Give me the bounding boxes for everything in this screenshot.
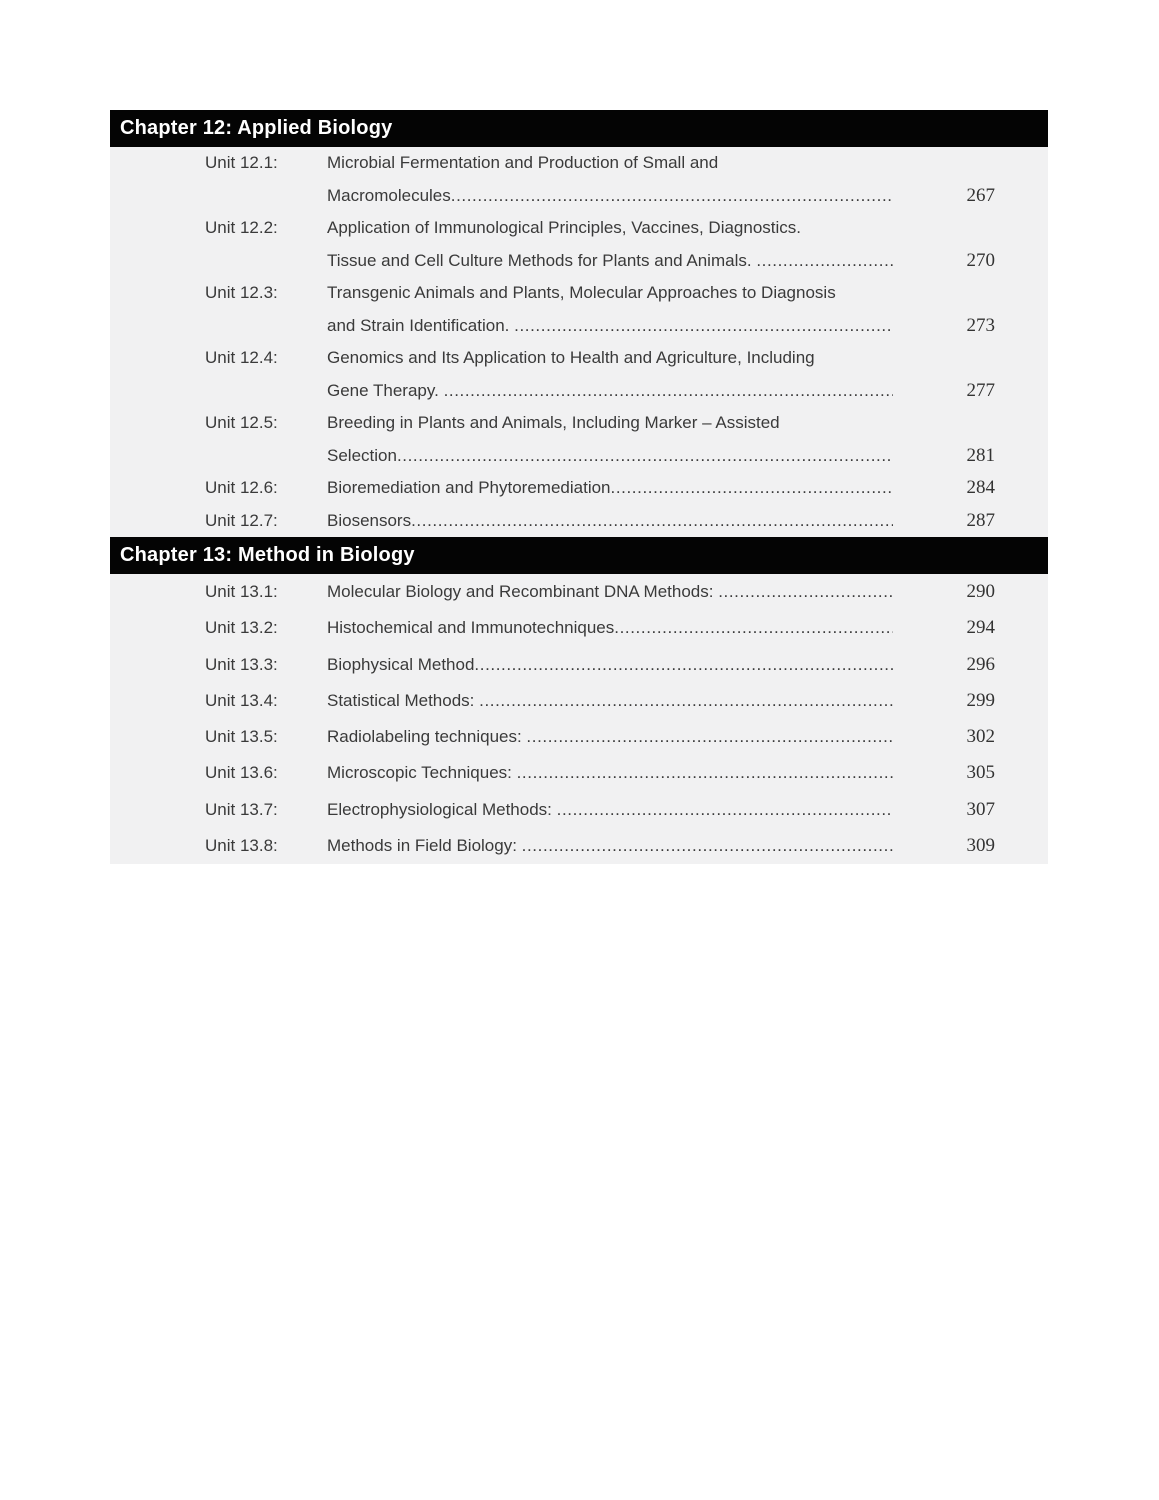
dot-leader [526, 719, 893, 755]
dot-leader [451, 180, 893, 213]
entry-title: Microbial Fermentation and Production of Small and [327, 153, 719, 172]
toc-entry-13-3 [205, 647, 1048, 683]
dot-leader [614, 610, 893, 646]
unit-label: Unit 13.2: [205, 618, 278, 638]
toc-entry-12-6 [205, 472, 1048, 505]
entry-title: Radiolabeling techniques: [327, 727, 527, 747]
toc-entry-13-7 [205, 792, 1048, 828]
unit-label: Unit 12.1: [205, 153, 278, 172]
unit-label: Unit 13.1: [205, 582, 278, 601]
dot-leader [718, 574, 893, 610]
page-number: 294 [966, 617, 995, 639]
dot-leader [756, 245, 893, 278]
toc-entry-13-2 [205, 610, 1048, 646]
toc-entry-12-4 [205, 342, 1048, 407]
entry-title-cont: Gene Therapy. [327, 380, 444, 400]
unit-label: Unit 12.6: [205, 478, 278, 497]
toc-entry-13-8 [205, 828, 1048, 864]
chapter-12-header: Chapter 12: Applied Biology [110, 110, 1048, 147]
unit-label: Unit 13.6: [205, 763, 278, 783]
entry-title-cont: Selection [327, 445, 397, 465]
dot-leader [557, 792, 893, 828]
page-number: 302 [966, 726, 995, 748]
page-number: 290 [966, 581, 995, 602]
entry-title: Electrophysiological Methods: [327, 799, 557, 819]
entry-title: Histochemical and Immunotechniques [327, 618, 615, 638]
page-number: 277 [966, 379, 995, 401]
dot-leader [517, 755, 893, 791]
dot-leader [522, 828, 893, 864]
page-number: 309 [966, 835, 995, 857]
unit-label: Unit 13.8: [205, 836, 278, 856]
page-number: 287 [966, 509, 995, 531]
entry-title: Methods in Field Biology: [327, 836, 522, 856]
entry-title: Biosensors [327, 510, 412, 530]
dot-leader [474, 647, 893, 683]
page-number: 267 [966, 184, 995, 206]
page-number: 296 [966, 653, 995, 675]
page-number: 284 [966, 477, 995, 498]
page-number: 270 [966, 249, 995, 271]
unit-label: Unit 13.7: [205, 799, 278, 819]
entry-title: Genomics and Its Application to Health and Agriculture, Including [327, 348, 815, 367]
toc-panel [110, 110, 1048, 864]
toc-entry-13-4 [205, 683, 1048, 719]
unit-label: Unit 13.5: [205, 727, 278, 747]
page-number: 305 [966, 762, 995, 784]
entry-title: Statistical Methods: [327, 690, 480, 710]
toc-entry-13-1 [205, 574, 1048, 610]
unit-label: Unit 13.4: [205, 690, 278, 710]
toc-entry-12-5 [205, 407, 1048, 472]
unit-label: Unit 12.3: [205, 283, 278, 302]
unit-label: Unit 12.4: [205, 348, 278, 367]
entry-title-cont: Macromolecules [327, 185, 451, 205]
dot-leader [397, 440, 893, 473]
page-number: 307 [966, 798, 995, 820]
toc-entry-12-1 [205, 147, 1048, 212]
unit-label: Unit 12.7: [205, 510, 278, 530]
chapter-13-header: Chapter 13: Method in Biology [110, 537, 1048, 574]
page-number: 299 [966, 689, 995, 711]
chapter-13-entries [110, 574, 1048, 864]
entry-title: Bioremediation and Phytoremediation [327, 478, 611, 497]
chapter-12-entries [110, 147, 1048, 537]
dot-leader [514, 310, 893, 343]
toc-entry-13-6 [205, 755, 1048, 791]
entry-title-cont: Tissue and Cell Culture Methods for Plants and Animals. [327, 250, 757, 270]
entry-title: Biophysical Method [327, 654, 475, 674]
toc-entry-13-5 [205, 719, 1048, 755]
entry-title: Molecular Biology and Recombinant DNA Methods: [327, 582, 719, 601]
toc-entry-12-7 [205, 505, 1048, 538]
toc-entry-12-3 [205, 277, 1048, 342]
dot-leader [611, 472, 893, 505]
entry-title: Breeding in Plants and Animals, Including Marker – Assisted [327, 413, 780, 432]
page-number: 281 [966, 444, 995, 466]
dot-leader [479, 683, 893, 719]
entry-title: Application of Immunological Principles, Vaccines, Diagnostics. [327, 218, 802, 237]
unit-label: Unit 12.2: [205, 218, 278, 237]
dot-leader [444, 375, 893, 408]
unit-label: Unit 12.5: [205, 413, 278, 432]
page-number: 273 [966, 314, 995, 336]
entry-title: Microscopic Techniques: [327, 763, 517, 783]
unit-label: Unit 13.3: [205, 654, 278, 674]
dot-leader [411, 505, 893, 538]
entry-title-cont: and Strain Identification. [327, 315, 515, 335]
toc-entry-12-2 [205, 212, 1048, 277]
entry-title: Transgenic Animals and Plants, Molecular Approaches to Diagnosis [327, 283, 836, 302]
